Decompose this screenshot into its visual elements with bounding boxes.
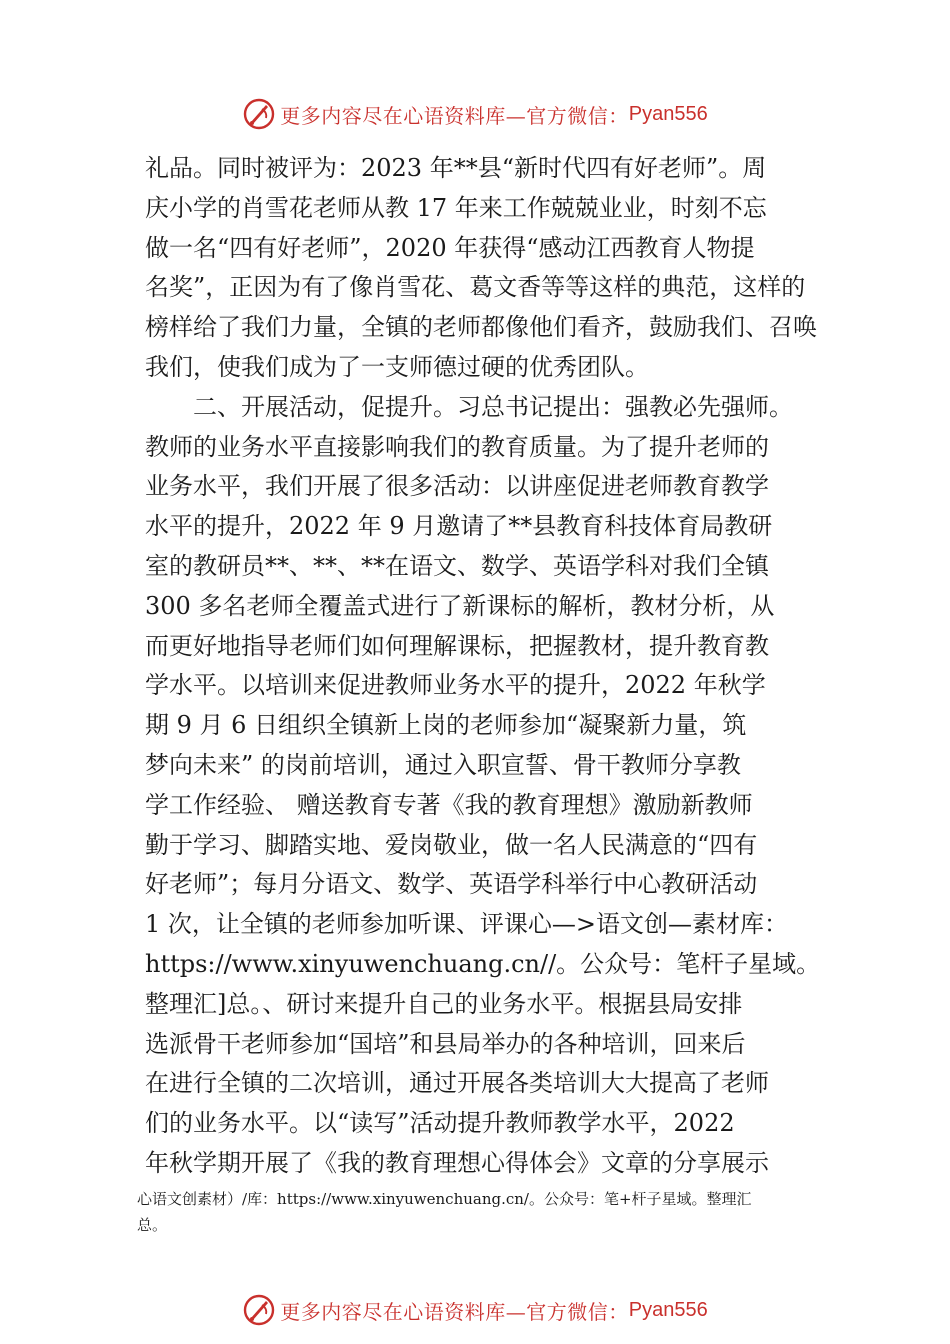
body-line: 庆小学的肖雪花老师从教 17 年来工作兢兢业业，时刻不忘 — [145, 193, 767, 222]
body-line: 整理汇]总。、研讨来提升自己的业务水平。根据县局安排 — [145, 989, 743, 1018]
header-banner-id: Pyan556 — [628, 102, 708, 125]
body-line: 在进行全镇的二次培训，通过开展各类培训大大提高了老师 — [145, 1069, 769, 1098]
body-line: 名奖”，正因为有了像肖雪花、葛文香等等这样的典范，这样的 — [145, 273, 806, 302]
header-banner-text: 更多内容尽在心语资料库—官方微信： — [280, 103, 629, 128]
body-line: 勤于学习、脚踏实地、爱岗敬业，做一名人民满意的“四有 — [145, 830, 758, 859]
body-line: 而更好地指导老师们如何理解课标，把握教材，提升教育教 — [145, 631, 769, 660]
body-line: 做一名“四有好老师”，2020 年获得“感动江西教育人物提 — [145, 233, 755, 262]
footer-banner-id: Pyan556 — [628, 1298, 708, 1321]
footnote-line: 心语文创素材）/库：https://www.xinyuwenchuang.cn/。公众号：笔+杆子星域。整理汇 — [137, 1190, 752, 1208]
footer-banner-text: 更多内容尽在心语资料库—官方微信： — [280, 1299, 629, 1324]
body-line: 榜样给了我们力量，全镇的老师都像他们看齐，鼓励我们、召唤 — [145, 313, 817, 342]
body-line: 1 次，让全镇的老师参加听课、评课心—>语文创—素材库： — [145, 910, 789, 939]
quill-logo-icon — [242, 1293, 276, 1327]
footer-banner — [0, 1290, 950, 1330]
body-line: 学水平。以培训来促进教师业务水平的提升，2022 年秋学 — [145, 671, 766, 700]
body-line: 礼品。同时被评为：2023 年**县“新时代四有好老师”。周 — [145, 154, 767, 182]
body-line: 年秋学期开展了《我的教育理想心得体会》文章的分享展示 — [145, 1148, 769, 1177]
footnote — [137, 1186, 837, 1238]
body-line: 室的教研员**、**、**在语文、数学、英语学科对我们全镇 — [145, 551, 769, 580]
body-line: 好老师”；每月分语文、数学、英语学科举行中心教研活动 — [145, 870, 758, 899]
body-line: 期 9 月 6 日组织全镇新上岗的老师参加“凝聚新力量，筑 — [145, 711, 747, 740]
body-line: 我们，使我们成为了一支师德过硬的优秀团队。 — [145, 352, 649, 381]
body-line: 们的业务水平。以“读写”活动提升教师教学水平，2022 — [145, 1109, 735, 1138]
quill-logo-icon — [242, 97, 276, 131]
footnote-line: 总。 — [137, 1216, 168, 1234]
header-banner — [0, 94, 950, 134]
body-line: 学工作经验、 赠送教育专著《我的教育理想》激励新教师 — [145, 790, 753, 819]
body-line: 二、开展活动，促提升。习总书记提出：强教必先强师。 — [145, 392, 793, 421]
body-line: 梦向未来” 的岗前培训，通过入职宣誓、骨干教师分享教 — [145, 750, 741, 779]
body-line: 业务水平，我们开展了很多活动：以讲座促进老师教育教学 — [145, 472, 769, 501]
document-body — [145, 149, 825, 1184]
body-line: 教师的业务水平直接影响我们的教育质量。为了提升老师的 — [145, 432, 769, 461]
body-line: https://www.xinyuwenchuang.cn//。公众号：笔杆子星域。 — [145, 949, 821, 978]
body-line: 选派骨干老师参加“国培”和县局举办的各种培训，回来后 — [145, 1029, 746, 1058]
body-line: 水平的提升，2022 年 9 月邀请了**县教育科技体育局教研 — [145, 512, 773, 541]
body-line: 300 多名老师全覆盖式进行了新课标的解析，教材分析，从 — [145, 591, 775, 620]
